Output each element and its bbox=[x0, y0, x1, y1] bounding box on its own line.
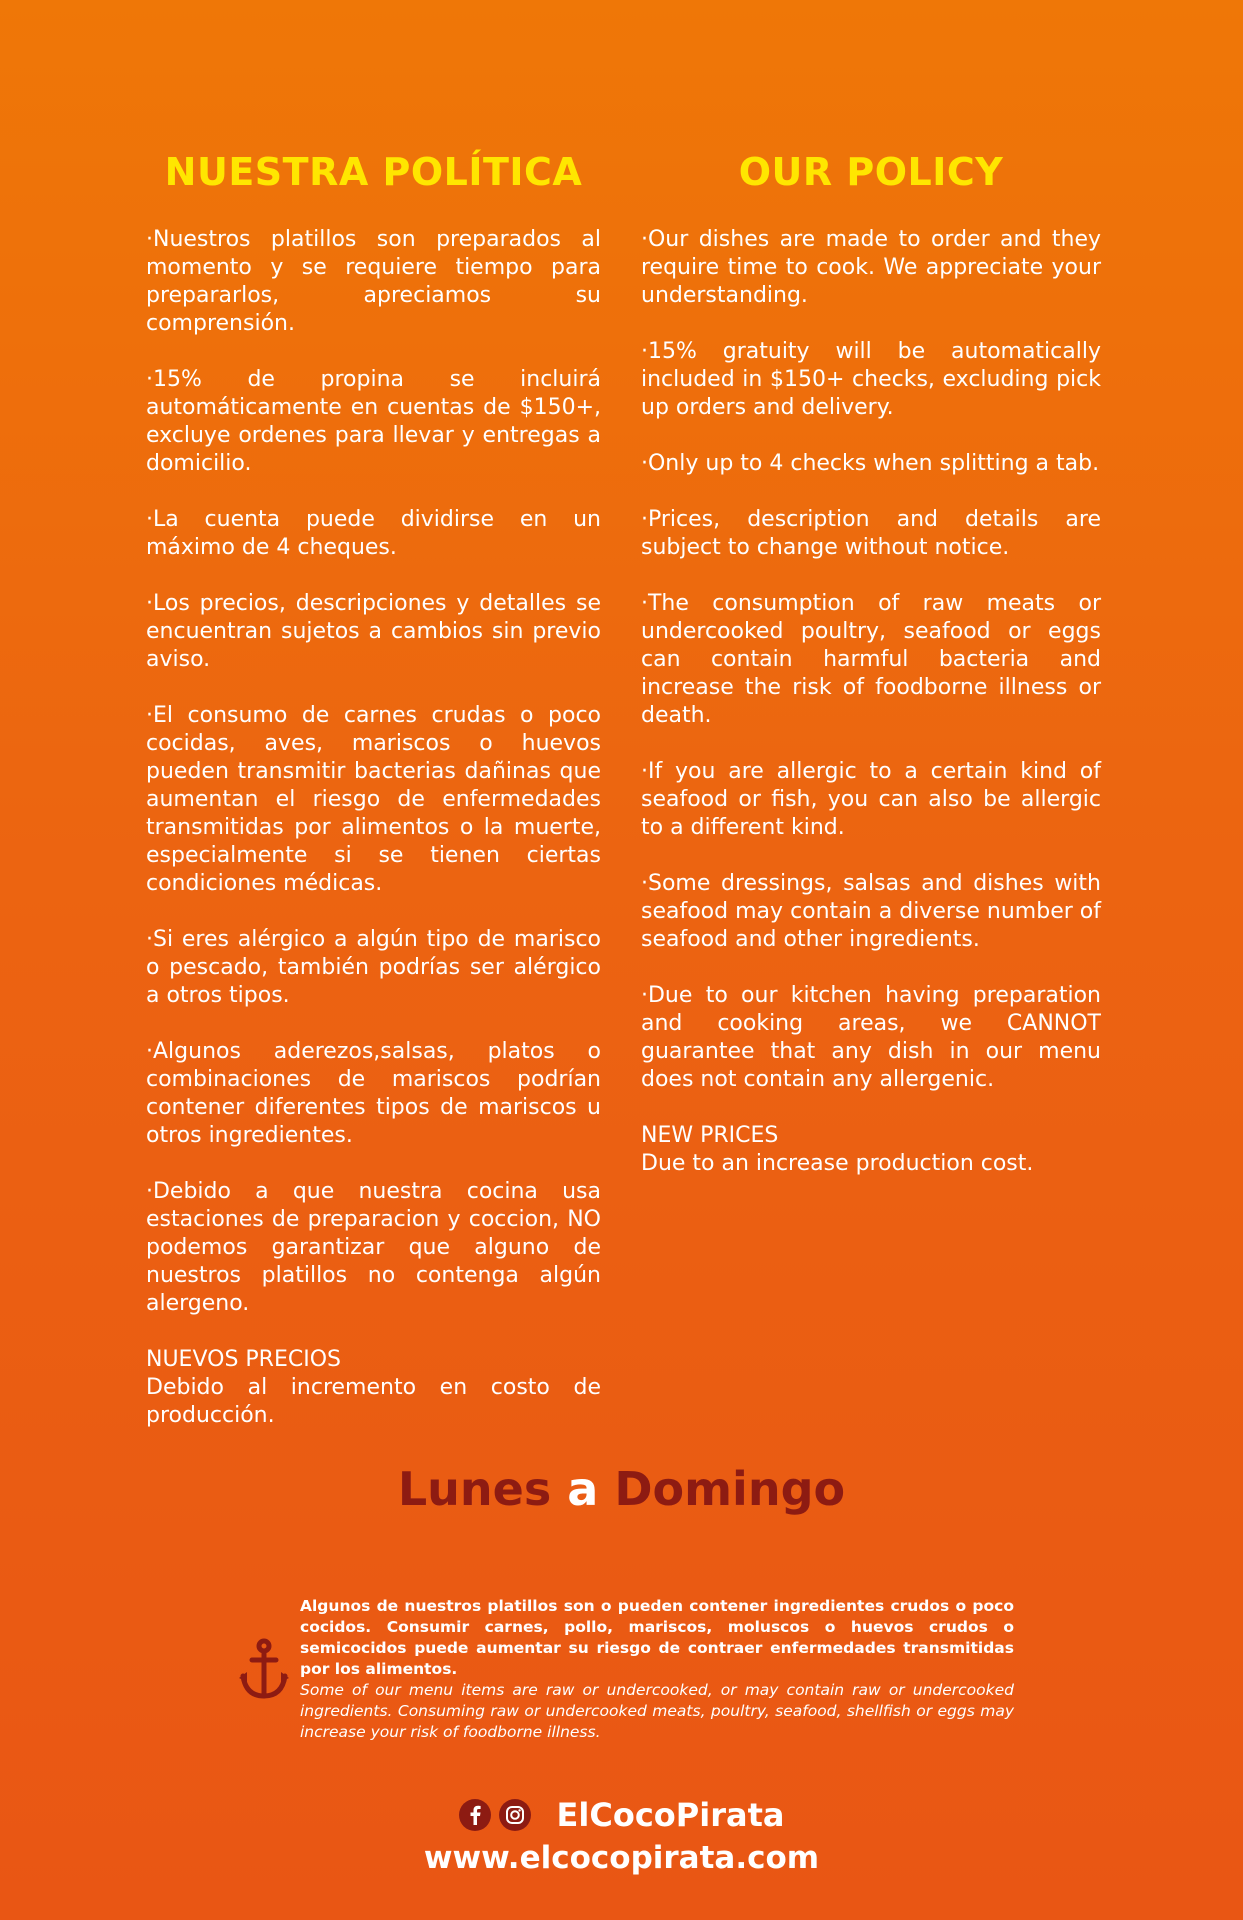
schedule-day-end: Domingo bbox=[614, 1462, 846, 1516]
english-policy-item: ·Only up to 4 checks when splitting a tab. bbox=[641, 451, 1100, 476]
spanish-prices-text: Debido al incremento en costo de producción. bbox=[146, 1375, 601, 1428]
english-prices-title: NEW PRICES bbox=[641, 1123, 779, 1148]
footer bbox=[0, 1796, 1243, 1876]
schedule-days bbox=[0, 1462, 1243, 1516]
english-policy-item: ·The consumption of raw meats or undercooked poultry, seafood or eggs can contain harmful bacteria and increase the risk of foodborne illness or death. bbox=[641, 591, 1101, 728]
schedule-day-start: Lunes bbox=[397, 1462, 552, 1516]
english-policy-item: ·Some dressings, salsas and dishes with seafood may contain a diverse number of seafood and other ingredients. bbox=[641, 871, 1101, 952]
spanish-policy-title: NUESTRA POLÍTICA bbox=[164, 150, 583, 194]
spanish-policy-item: ·Debido a que nuestra cocina usa estaciones de preparacion y coccion, NO podemos garantizar que alguno de nuestros platillos no contenga algún alergeno. bbox=[146, 1179, 601, 1316]
spanish-policy-column bbox=[146, 150, 601, 1430]
spanish-prices-note bbox=[146, 1346, 601, 1430]
spanish-policy-item: ·La cuenta puede dividirse en un máximo de 4 cheques. bbox=[146, 507, 601, 560]
schedule-connector: a bbox=[567, 1462, 599, 1516]
english-policy-item: ·Our dishes are made to order and they require time to cook. We appreciate your understanding. bbox=[641, 227, 1101, 308]
anchor-icon bbox=[228, 1638, 300, 1702]
english-prices-note bbox=[641, 1122, 1101, 1178]
english-policy-item: ·Due to our kitchen having preparation and cooking areas, we CANNOT guarantee that any dish in our menu does not contain any allergenic. bbox=[641, 983, 1101, 1092]
english-policy-item: ·If you are allergic to a certain kind of seafood or fish, you can also be allergic to a different kind. bbox=[641, 759, 1101, 840]
spanish-policy-item: ·El consumo de carnes crudas o poco cocidas, aves, mariscos o huevos pueden transmitir bacterias dañinas que aumentan el riesgo de enfermedades transmitidas por alimentos o la muerte, especialmente si se tienen ciertas condiciones médicas. bbox=[146, 703, 601, 896]
facebook-icon[interactable] bbox=[459, 1799, 491, 1831]
warning-text bbox=[300, 1596, 1014, 1743]
social-links bbox=[0, 1796, 1243, 1834]
english-policy-title: OUR POLICY bbox=[738, 150, 1004, 194]
website-link[interactable]: www.elcocopirata.com bbox=[423, 1840, 820, 1876]
english-policy-column bbox=[641, 150, 1101, 1178]
warning-english: Some of our menu items are raw or undercooked, or may contain raw or undercooked ingredients. Consuming raw or undercooked meats, poultry, seafood, shellfish or eggs may increase your risk of foodborne illness. bbox=[300, 1681, 1014, 1741]
english-policy-item: ·15% gratuity will be automatically included in $150+ checks, excluding pick up orders and delivery. bbox=[641, 339, 1101, 420]
english-policy-item: ·Prices, description and details are subject to change without notice. bbox=[641, 507, 1101, 560]
spanish-policy-item: ·15% de propina se incluirá automáticamente en cuentas de $150+, excluye ordenes para llevar y entregas a domicilio. bbox=[146, 367, 601, 476]
warning-spanish: Algunos de nuestros platillos son o pueden contener ingredientes crudos o poco cocidos. Consumir carnes, pollo, mariscos, moluscos o huevos crudos o semicocidos puede aumentar su riesgo de contraer enfermedades transmitidas por los alimentos. bbox=[300, 1597, 1014, 1678]
english-prices-text: Due to an increase production cost. bbox=[641, 1151, 1034, 1176]
spanish-prices-title: NUEVOS PRECIOS bbox=[146, 1347, 341, 1372]
spanish-policy-item: ·Nuestros platillos son preparados al momento y se requiere tiempo para prepararlos, apreciamos su comprensión. bbox=[146, 227, 601, 336]
raw-food-warning bbox=[228, 1596, 1018, 1743]
instagram-icon[interactable] bbox=[499, 1799, 531, 1831]
spanish-policy-item: ·Los precios, descripciones y detalles se encuentran sujetos a cambios sin previo aviso. bbox=[146, 591, 601, 672]
brand-name: ElCocoPirata bbox=[556, 1796, 785, 1834]
spanish-policy-item: ·Si eres alérgico a algún tipo de marisco o pescado, también podrías ser alérgico a otros tipos. bbox=[146, 927, 601, 1008]
spanish-policy-item: ·Algunos aderezos,salsas, platos o combinaciones de mariscos podrían contener diferentes tipos de mariscos u otros ingredientes. bbox=[146, 1039, 601, 1148]
